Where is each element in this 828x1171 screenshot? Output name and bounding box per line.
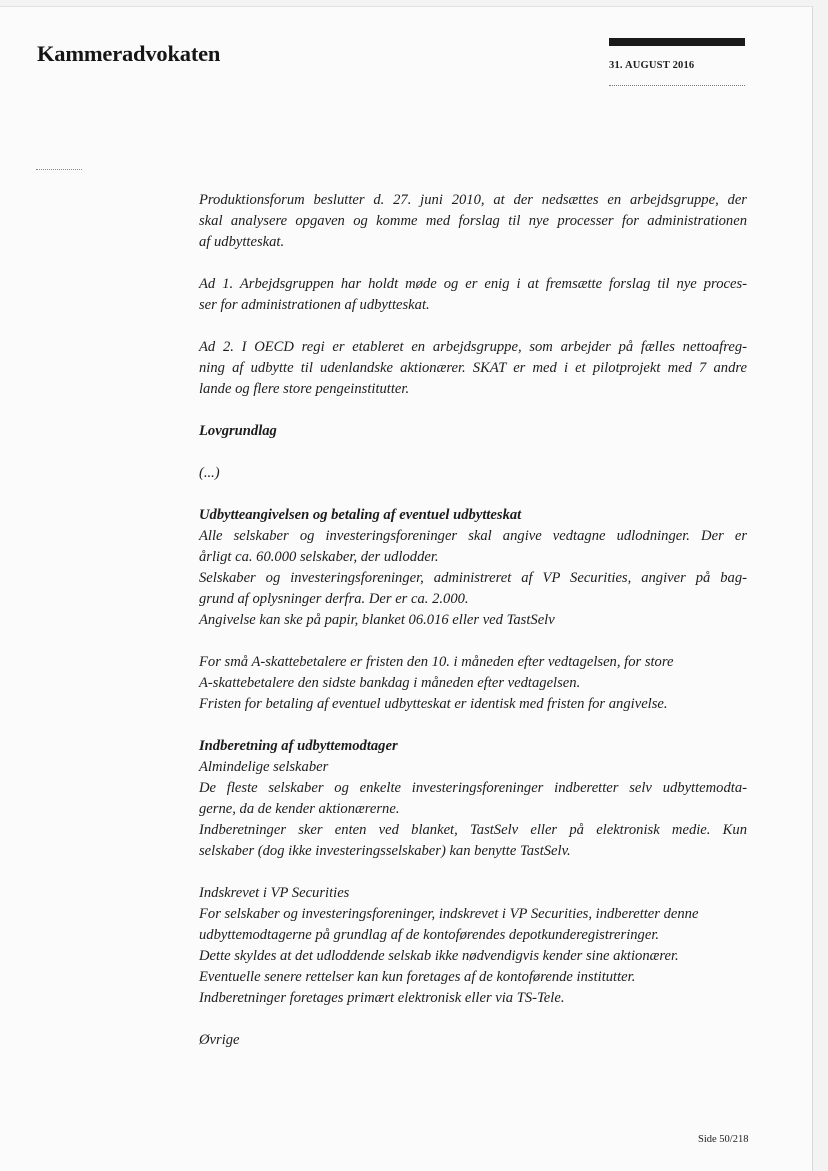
text-line: Almindelige selskaber: [199, 759, 329, 775]
paragraph-ad1: [199, 274, 747, 316]
text-line: Indberetninger foretages primært elektronisk eller via TS-Tele.: [199, 990, 565, 1006]
text-line: A-skattebetalere den sidste bankdag i måneden efter vedtagelsen.: [199, 675, 581, 691]
text-line: lande og flere store pengeinstitutter.: [199, 381, 410, 397]
text-line: selskaber (dog ikke investeringsselskaber) kan benytte TastSelv.: [199, 843, 571, 859]
text-line: For små A-skattebetalere er fristen den 10. i måneden efter vedtagelsen, for store: [199, 654, 674, 670]
text-line: Indskrevet i VP Securities: [199, 885, 350, 901]
document-date: 31. AUGUST 2016: [609, 60, 695, 71]
text-line: Produktionsforum beslutter d. 27. juni 2010, at der nedsættes en arbejdsgruppe, der: [199, 192, 747, 208]
document-page: [0, 6, 813, 1171]
text-line: Indberetninger sker enten ved blanket, TastSelv eller på elektronisk medie. Kun: [199, 822, 747, 838]
text-line: udbyttemodtagerne på grundlag af de kontoførendes depotkunderegistreringer.: [199, 927, 660, 943]
heading-udbytteangivelse: Udbytteangivelsen og betaling af eventuel udbytteskat: [199, 507, 522, 523]
text-line: Fristen for betaling af eventuel udbytteskat er identisk med fristen for angivelse.: [199, 696, 668, 712]
text-line: skal analysere opgaven og komme med forslag til nye processer for administrationen: [199, 213, 747, 229]
header-bar: [609, 38, 745, 46]
text-line: Alle selskaber og investeringsforeninger skal angive vedtagne udlodninger. Der er: [199, 528, 747, 544]
text-line: Ad 2. I OECD regi er etableret en arbejdsgruppe, som arbejder på fælles nettoafreg-: [199, 339, 747, 355]
brand-logo-text: Kammeradvokaten: [37, 41, 221, 66]
text-line: ning af udbytte til udenlandske aktionærer. SKAT er med i et pilotprojekt med 7 andre: [199, 360, 747, 376]
document-body: [199, 190, 747, 1072]
text-line: Angivelse kan ske på papir, blanket 06.016 eller ved TastSelv: [199, 612, 555, 628]
text-line: af udbytteskat.: [199, 234, 285, 250]
section-lovgrundlag: [199, 421, 747, 442]
text-line: De fleste selskaber og enkelte investeringsforeninger indberetter selv udbyttemodta-: [199, 780, 747, 796]
text-line: Ad 1. Arbejdsgruppen har holdt møde og er enig i at fremsætte forslag til nye proces-: [199, 276, 747, 292]
margin-divider: [36, 169, 82, 170]
section-udbytteangivelse: [199, 505, 747, 631]
ellipsis-block: [199, 463, 747, 484]
text-line: For selskaber og investeringsforeninger, indskrevet i VP Securities, indberetter denne: [199, 906, 699, 922]
date-divider: [609, 85, 745, 86]
text-line: ser for administrationen af udbytteskat.: [199, 297, 430, 313]
text-line: årligt ca. 60.000 selskaber, der udlodder.: [199, 549, 439, 565]
section-ovrige: [199, 1030, 747, 1051]
section-indberetning: [199, 736, 747, 862]
section-frister: [199, 652, 747, 715]
text-line: gerne, da de kender aktionærerne.: [199, 801, 400, 817]
paragraph-ad2: [199, 337, 747, 400]
text-line: grund af oplysninger derfra. Der er ca. 2.000.: [199, 591, 469, 607]
paragraph-produktionsforum: [199, 190, 747, 253]
page-number: Side 50/218: [698, 1134, 749, 1145]
heading-lovgrundlag: Lovgrundlag: [199, 423, 277, 439]
ellipsis-text: (...): [199, 465, 220, 481]
text-line: Eventuelle senere rettelser kan kun foretages af de kontoførende institutter.: [199, 969, 636, 985]
heading-indberetning: Indberetning af udbyttemodtager: [199, 738, 398, 754]
section-vp-securities: [199, 883, 747, 1009]
text-line: Dette skyldes at det udloddende selskab ikke nødvendigvis kender sine aktionærer.: [199, 948, 679, 964]
text-line: Selskaber og investeringsforeninger, administreret af VP Securities, angiver på bag-: [199, 570, 747, 586]
subheading-ovrige: Øvrige: [199, 1032, 240, 1048]
